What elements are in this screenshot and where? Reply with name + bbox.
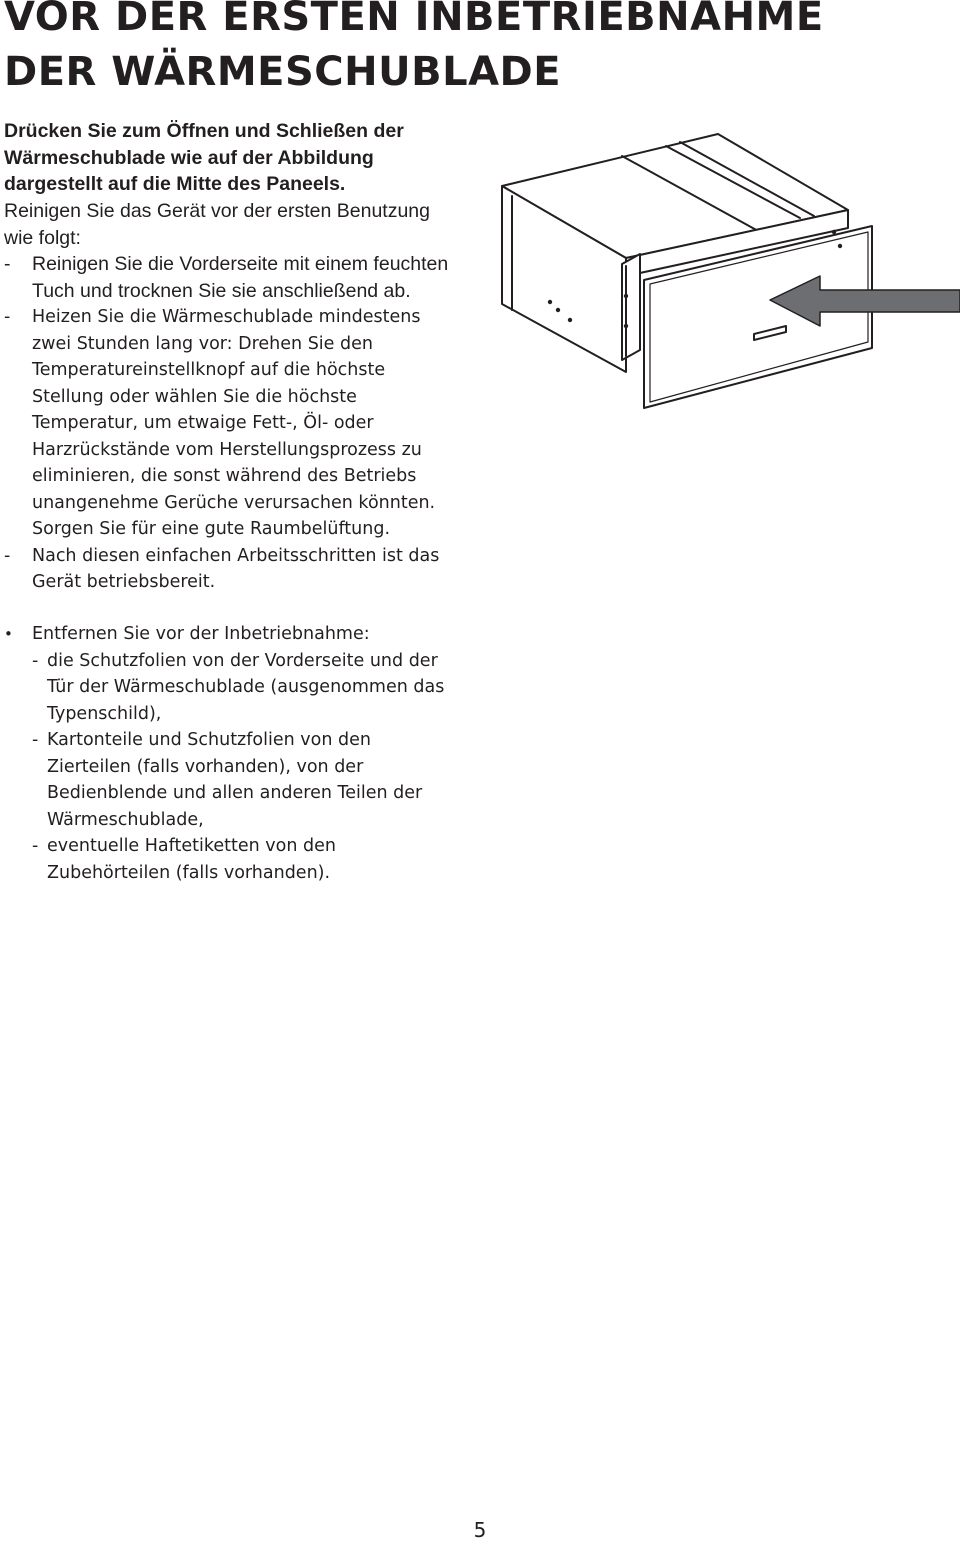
removal-line: Typenschild), [47, 703, 162, 724]
intro-text-line: Reinigen Sie das Gerät vor der ersten Benutzung [4, 200, 431, 222]
list-item [32, 648, 484, 728]
dash-marker: - [4, 307, 11, 327]
step-line: eliminieren, die sonst während des Betriebs [32, 466, 417, 486]
page-number: 5 [473, 1518, 487, 1542]
dash-marker: - [4, 545, 11, 566]
intro-bold-line: dargestellt auf die Mitte des Paneels. [4, 173, 346, 195]
removal-heading [4, 621, 484, 648]
removal-line: Kartonteile und Schutzfolien von den [47, 730, 371, 750]
intro-cleaning-text [4, 198, 484, 251]
removal-heading-text: Entfernen Sie vor der Inbetriebnahme: [32, 624, 370, 644]
removal-instructions [4, 621, 484, 886]
intro-bold-line: Wärmeschublade wie auf der Abbildung [4, 146, 374, 169]
removal-line: Wärmeschublade, [47, 809, 204, 830]
list-item [4, 251, 484, 304]
step-line: Heizen Sie die Wärmeschublade mindestens [32, 307, 421, 327]
removal-line: eventuelle Haftetiketten von den [47, 836, 336, 856]
step-line: Stellung oder wählen Sie die höchste [32, 386, 357, 407]
step-line: unangenehme Gerüche verursachen könnten. [32, 492, 436, 513]
list-item [32, 727, 484, 833]
screw-dot [548, 300, 552, 304]
cleaning-steps-list [4, 251, 484, 596]
screw-dot [838, 244, 842, 248]
screw-dot [624, 294, 628, 298]
step-line: Temperatureinstellknopf auf die höchste [32, 360, 386, 380]
screw-dot [832, 230, 836, 234]
screw-dot [556, 308, 560, 312]
dash-marker: - [4, 253, 11, 275]
list-item [4, 304, 484, 543]
removal-items-list [4, 648, 484, 887]
page-title [4, 0, 824, 100]
dash-marker: - [32, 650, 39, 671]
step-line: Nach diesen einfachen Arbeitsschritten ist das [32, 545, 440, 566]
title-line-2: DER WÄRMESCHUBLADE [4, 49, 562, 95]
screw-dot [624, 324, 628, 328]
title-line-1: VOR DER ERSTEN INBETRIEBNAHME [4, 0, 824, 40]
list-item [32, 833, 484, 886]
step-line: zwei Stunden lang vor: Drehen Sie den [32, 333, 373, 354]
intro-text-line: wie folgt: [4, 226, 81, 249]
removal-line: Zierteilen (falls vorhanden), von der [47, 756, 364, 777]
step-line: Gerät betriebsbereit. [32, 572, 216, 592]
removal-line: Tür der Wärmeschublade (ausgenommen das [47, 677, 445, 697]
dash-marker: - [32, 730, 39, 750]
step-line: Sorgen Sie für eine gute Raumbelüftung. [32, 519, 391, 539]
drawer-side-panel [622, 254, 640, 360]
removal-line: die Schutzfolien von der Vorderseite und der [47, 650, 438, 671]
bullet-icon: • [4, 625, 13, 643]
intro-bold-line: Drücken Sie zum Öffnen und Schließen der [4, 120, 404, 142]
removal-line: Bedienblende und allen anderen Teilen der [47, 783, 423, 803]
step-line: Temperatur, um etwaige Fett-, Öl- oder [32, 413, 374, 433]
step-line: Harzrückstände vom Herstellungsprozess zu [32, 439, 422, 460]
dash-marker: - [32, 836, 39, 856]
intro-instruction [4, 118, 474, 198]
removal-line: Zubehörteilen (falls vorhanden). [47, 862, 331, 883]
list-item [4, 543, 484, 596]
screw-dot [568, 318, 572, 322]
step-line: Reinigen Sie die Vorderseite mit einem feuchten [32, 253, 449, 275]
step-line: Tuch und trocknen Sie sie anschließend ab. [32, 279, 411, 302]
warming-drawer-illustration [498, 128, 960, 428]
